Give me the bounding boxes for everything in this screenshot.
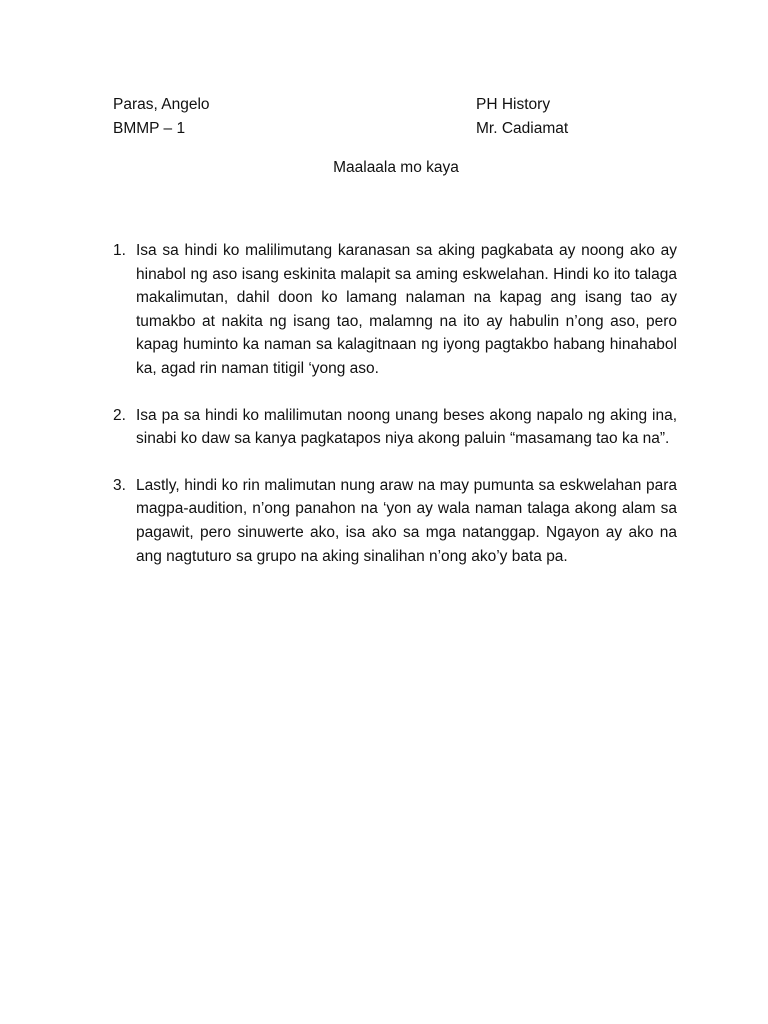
course-name: PH History — [476, 96, 551, 113]
student-name: Paras, Angelo — [113, 96, 210, 113]
numbered-list — [113, 239, 677, 591]
document-title: Maalaala mo kaya — [333, 159, 459, 176]
list-item — [113, 404, 677, 451]
list-item — [113, 474, 677, 568]
student-section: BMMP – 1 — [113, 120, 186, 137]
course-info — [476, 93, 568, 141]
item-text: Isa pa sa hindi ko malilimutan noong unang beses akong napalo ng aking ina, sinabi ko daw sa kanya pagkatapos niya akong paluin “masamang tao ka na”. — [136, 406, 677, 448]
item-text: Lastly, hindi ko rin malimutan nung araw na may pumunta sa eskwelahan para magpa-audition, n’ong panahon na ‘yon ay wala naman talaga akong alam sa pagawit, pero sinuwerte ako, isa ako sa mga natanggap. Ngayon ay ako na ang nagtuturo sa grupo na aking sinalihan n’ong ako’y bata pa. — [136, 476, 677, 565]
item-number: 2. — [113, 406, 126, 424]
item-text: Isa sa hindi ko malilimutang karanasan sa aking pagkabata ay noong ako ay hinabol ng aso isang eskinita malapit sa aming eskwelahan. Hindi ko ito talaga makalimutan, dahil doon ko lamang nalaman na kapag ang isang tao ay tumakbo at nakita ng isang tao, malamng na ito ay habulin n’ong aso, pero kapag huminto ka naman sa kalagitnaan ng iyong pagtakbo habang hinahabol ka, agad rin naman titigil ‘yong aso. — [136, 242, 677, 377]
instructor-name: Mr. Cadiamat — [476, 120, 569, 137]
item-number: 3. — [113, 476, 126, 494]
item-number: 1. — [113, 242, 126, 259]
list-item — [113, 239, 677, 381]
student-info — [113, 93, 210, 141]
